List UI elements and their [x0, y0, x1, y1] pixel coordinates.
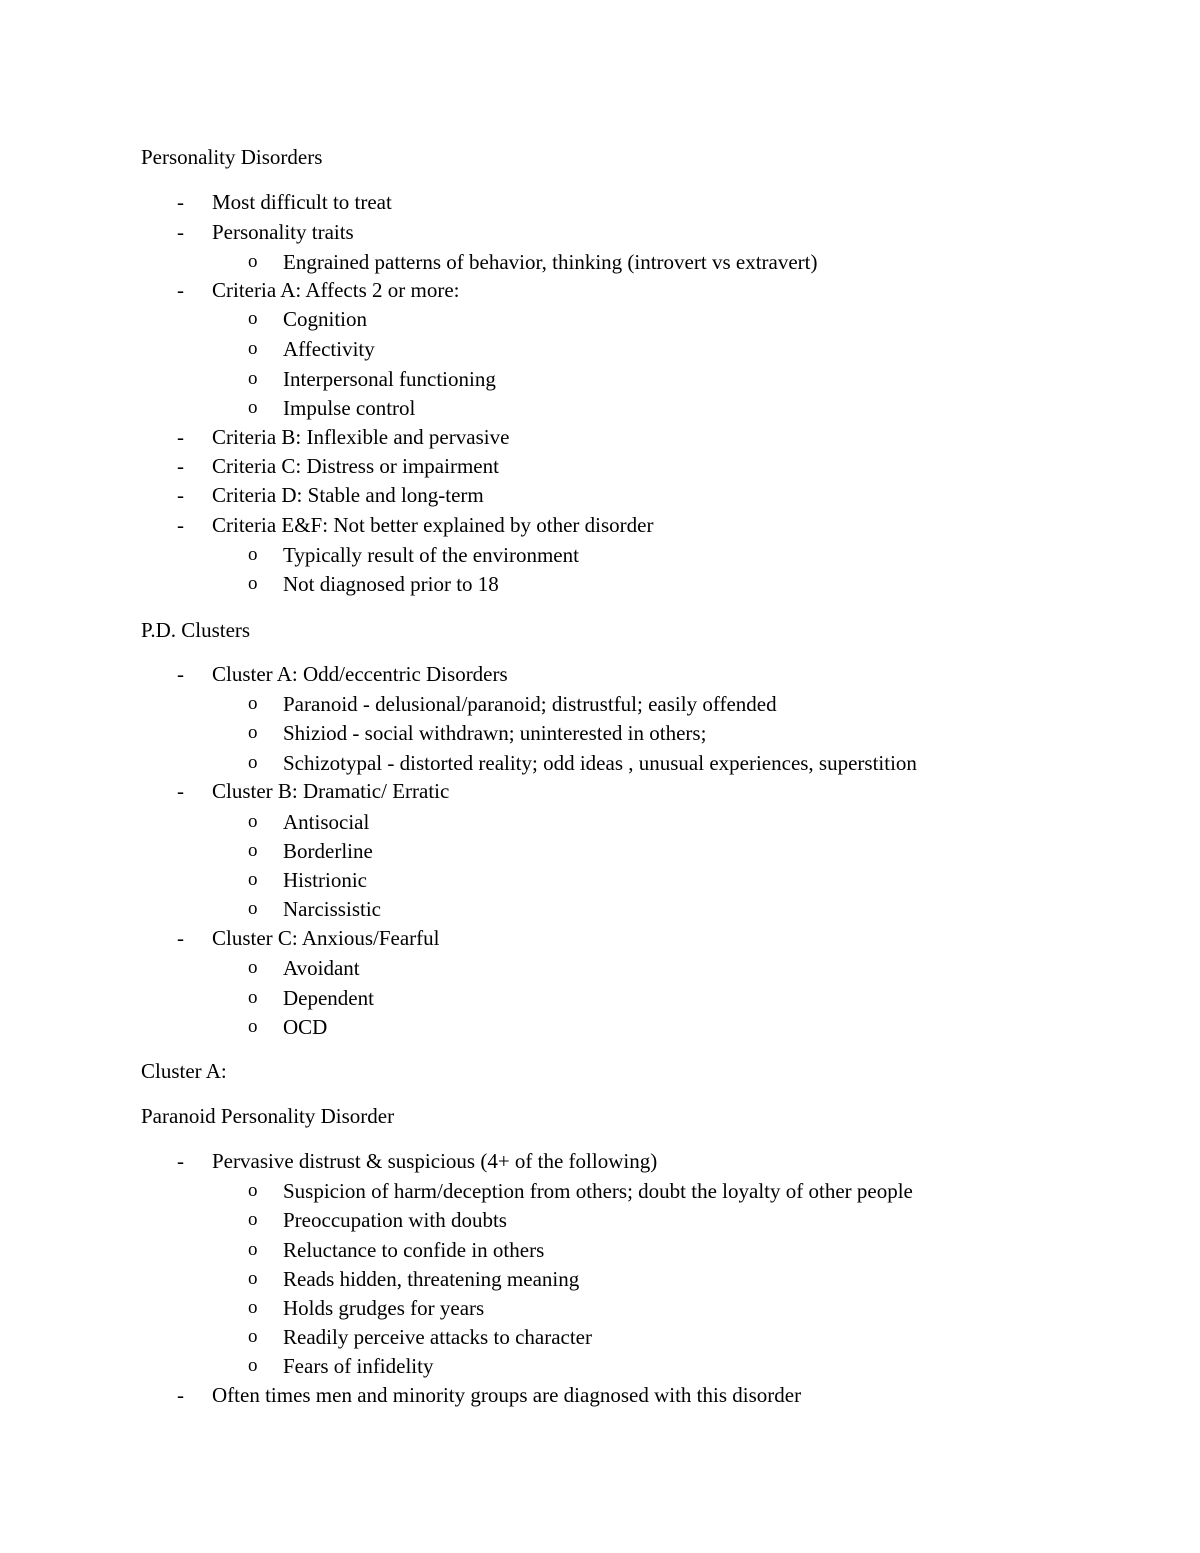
sub-list-item: Holds grudges for years — [283, 1296, 485, 1320]
bullet-marker: o — [248, 811, 258, 832]
dash-marker: - — [177, 220, 184, 244]
dash-marker: - — [177, 926, 184, 950]
bullet-marker: o — [248, 987, 258, 1008]
list-item: Cluster B: Dramatic/ Erratic — [212, 779, 450, 803]
dash-marker: - — [177, 483, 184, 507]
dash-marker: - — [177, 454, 184, 478]
sub-list-item: Readily perceive attacks to character — [283, 1325, 592, 1349]
bullet-marker: o — [248, 1297, 258, 1318]
sub-list-item: Interpersonal functioning — [283, 367, 496, 391]
bullet-marker: o — [248, 869, 258, 890]
section-heading-paranoid: Paranoid Personality Disorder — [141, 1104, 395, 1128]
bullet-marker: o — [248, 1209, 258, 1230]
sub-list-item: Affectivity — [283, 337, 375, 361]
dash-marker: - — [177, 662, 184, 686]
dash-marker: - — [177, 190, 184, 214]
bullet-marker: o — [248, 722, 258, 743]
dash-marker: - — [177, 779, 184, 803]
sub-list-item: OCD — [283, 1015, 328, 1039]
dash-marker: - — [177, 1383, 184, 1407]
bullet-marker: o — [248, 397, 258, 418]
list-item: Often times men and minority groups are diagnosed with this disorder — [212, 1383, 802, 1407]
bullet-marker: o — [248, 544, 258, 565]
sub-list-item: Preoccupation with doubts — [283, 1208, 507, 1232]
bullet-marker: o — [248, 840, 258, 861]
dash-marker: - — [177, 425, 184, 449]
sub-list-item: Reads hidden, threatening meaning — [283, 1267, 580, 1291]
bullet-marker: o — [248, 1355, 258, 1376]
bullet-marker: o — [248, 693, 258, 714]
sub-list-item: Antisocial — [283, 810, 370, 834]
sub-list-item: Suspicion of harm/deception from others; doubt the loyalty of other people — [283, 1179, 913, 1203]
page-title: Personality Disorders — [141, 145, 323, 169]
sub-list-item: Reluctance to confide in others — [283, 1238, 545, 1262]
list-item: Criteria A: Affects 2 or more: — [212, 278, 460, 302]
sub-list-item: Shiziod - social withdrawn; uninterested in others; — [283, 721, 707, 745]
list-item: Most difficult to treat — [212, 190, 392, 214]
dash-marker: - — [177, 278, 184, 302]
bullet-marker: o — [248, 1268, 258, 1289]
sub-list-item: Histrionic — [283, 868, 367, 892]
sub-list-item: Not diagnosed prior to 18 — [283, 572, 499, 596]
list-item: Cluster C: Anxious/Fearful — [212, 926, 440, 950]
sub-list-item: Typically result of the environment — [283, 543, 579, 567]
bullet-marker: o — [248, 1016, 258, 1037]
bullet-marker: o — [248, 752, 258, 773]
bullet-marker: o — [248, 338, 258, 359]
bullet-marker: o — [248, 957, 258, 978]
bullet-marker: o — [248, 898, 258, 919]
sub-list-item: Borderline — [283, 839, 373, 863]
bullet-marker: o — [248, 573, 258, 594]
list-item: Criteria D: Stable and long-term — [212, 483, 484, 507]
sub-list-item: Engrained patterns of behavior, thinking (introvert vs extravert) — [283, 250, 818, 274]
list-item: Criteria E&F: Not better explained by other disorder — [212, 513, 654, 537]
bullet-marker: o — [248, 1239, 258, 1260]
list-item: Criteria B: Inflexible and pervasive — [212, 425, 510, 449]
list-item: Pervasive distrust & suspicious (4+ of the following) — [212, 1149, 658, 1173]
sub-list-item: Fears of infidelity — [283, 1354, 434, 1378]
list-item: Cluster A: Odd/eccentric Disorders — [212, 662, 508, 686]
section-heading-clusters: P.D. Clusters — [141, 618, 251, 642]
bullet-marker: o — [248, 251, 258, 272]
bullet-marker: o — [248, 1326, 258, 1347]
dash-marker: - — [177, 513, 184, 537]
section-heading-cluster-a: Cluster A: — [141, 1059, 227, 1083]
sub-list-item: Narcissistic — [283, 897, 381, 921]
sub-list-item: Impulse control — [283, 396, 416, 420]
sub-list-item: Avoidant — [283, 956, 360, 980]
sub-list-item: Dependent — [283, 986, 374, 1010]
sub-list-item: Paranoid - delusional/paranoid; distrustful; easily offended — [283, 692, 777, 716]
dash-marker: - — [177, 1149, 184, 1173]
sub-list-item: Schizotypal - distorted reality; odd ideas , unusual experiences, superstition — [283, 751, 917, 775]
bullet-marker: o — [248, 368, 258, 389]
list-item: Criteria C: Distress or impairment — [212, 454, 499, 478]
bullet-marker: o — [248, 1180, 258, 1201]
list-item: Personality traits — [212, 220, 354, 244]
sub-list-item: Cognition — [283, 307, 368, 331]
bullet-marker: o — [248, 308, 258, 329]
